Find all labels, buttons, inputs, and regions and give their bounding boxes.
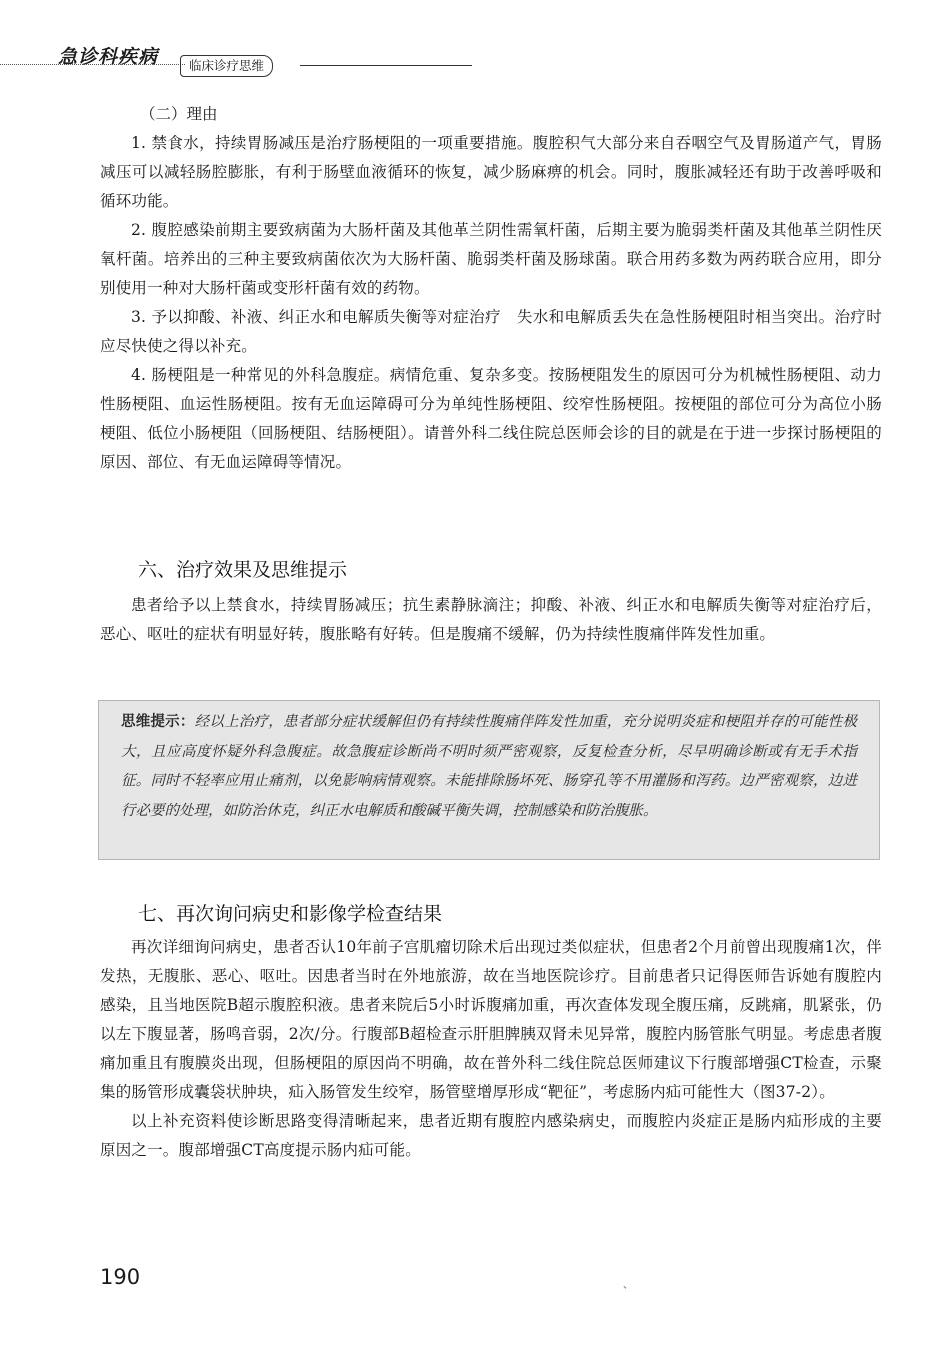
section-6-heading: 六、治疗效果及思维提示 [138,559,348,581]
running-header-title: 急诊科疾病 [58,46,159,68]
thinking-tip-label: 思维提示： [121,714,195,730]
section-6-paragraph: 患者给予以上禁食水，持续胃肠减压；抗生素静脉滴注；抑酸、补液、纠正水和电解质失衡等对症治疗后，恶心、呕吐的症状有明显好转，腹胀略有好转。但是腹痛不缓解，仍为持续性腹痛伴阵发性加重。 [100,596,882,643]
section-7-paragraph-1: 再次详细询问病史，患者否认10年前子宫肌瘤切除术后出现过类似症状，但患者2个月前曾出现腹痛1次，伴发热，无腹胀、恶心、呕吐。因患者当时在外地旅游，故在当地医院诊疗。目前患者只记得医师告诉她有腹腔内感染，且当地医院B超示腹腔积液。患者来院后5小时诉腹痛加重，再次查体发现全腹压痛，反跳痛，肌紧张，仍以左下腹显著，肠鸣音弱，2次/分。行腹部B超检查示肝胆脾胰双肾未见异常，腹腔内肠管胀气明显。考虑患者腹痛加重且有腹膜炎出现，但肠梗阻的原因尚不明确，故在普外科二线住院总医师建议下行腹部增强CT检查，示聚集的肠管形成囊袋状肿块，疝入肠管发生绞窄，肠管壁增厚形成“靶征”，考虑肠内疝可能性大（图37-2）。 [100,938,882,1101]
section-7-heading: 七、再次询问病史和影像学检查结果 [138,903,443,925]
header-rule [300,65,472,66]
thinking-tip-box [98,700,880,860]
page-number: 190 [100,1265,141,1289]
header-dotted-rule [0,64,185,65]
reason-paragraph-4: 4. 肠梗阻是一种常见的外科急腹症。病情危重、复杂多变。按肠梗阻发生的原因可分为机械性肠梗阻、动力性肠梗阻、血运性肠梗阻。按有无血运障碍可分为单纯性肠梗阻、绞窄性肠梗阻。按梗阻的部位可分为高位小肠梗阻、低位小肠梗阻（回肠梗阻、结肠梗阻）。请普外科二线住院总医师会诊的目的就是在于进一步探讨肠梗阻的原因、部位、有无血运障碍等情况。 [100,366,882,471]
reason-paragraph-2: 2. 腹腔感染前期主要致病菌为大肠杆菌及其他革兰阴性需氧杆菌，后期主要为脆弱类杆菌及其他革兰阴性厌氧杆菌。培养出的三种主要致病菌依次为大肠杆菌、脆弱类杆菌及肠球菌。联合用药多数为两药联合应用，即分别使用一种对大肠杆菌或变形杆菌有效的药物。 [100,221,882,297]
section-7 [100,899,882,1165]
reason-paragraph-1: 1. 禁食水，持续胃肠减压是治疗肠梗阻的一项重要措施。腹腔积气大部分来自吞咽空气及胃肠道产气，胃肠减压可以减轻肠腔膨胀，有利于肠壁血液循环的恢复，减少肠麻痹的机会。同时，腹胀减轻还有助于改善呼吸和循环功能。 [100,134,882,210]
section-6 [100,555,882,649]
thinking-tip-text [121,708,857,826]
subheading-reason: （二）理由 [140,105,218,123]
footer-mark: 、 [623,1280,633,1291]
thinking-tip-body: 经以上治疗，患者部分症状缓解但仍有持续性腹痛伴阵发性加重，充分说明炎症和梗阻并存的可能性极大，且应高度怀疑外科急腹症。故急腹症诊断尚不明时须严密观察，反复检查分析，尽早明确诊断或有无手术指征。同时不轻率应用止痛剂，以免影响病情观察。未能排除肠坏死、肠穿孔等不用灌肠和泻药。边严密观察，边进行必要的处理，如防治休克，纠正水电解质和酸碱平衡失调，控制感染和防治腹胀。 [121,714,857,819]
series-badge: 临床诊疗思维 [180,55,273,77]
upper-body [100,100,882,477]
section-7-paragraph-2: 以上补充资料使诊断思路变得清晰起来，患者近期有腹腔内感染病史，而腹腔内炎症正是肠内疝形成的主要原因之一。腹部增强CT高度提示肠内疝可能。 [100,1112,882,1159]
reason-paragraph-3: 3. 予以抑酸、补液、纠正水和电解质失衡等对症治疗 失水和电解质丢失在急性肠梗阻时相当突出。治疗时应尽快使之得以补充。 [100,308,882,355]
